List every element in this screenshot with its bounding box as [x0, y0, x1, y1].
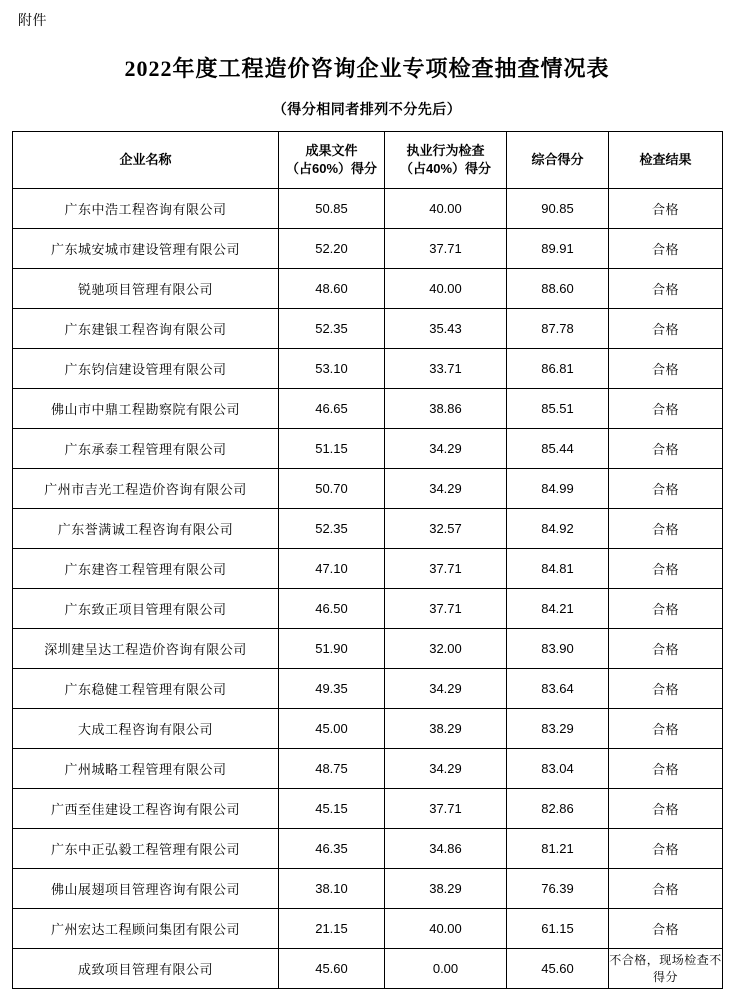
table-header-row — [13, 132, 723, 189]
table-row — [13, 309, 723, 349]
cell-total-score: 84.21 — [507, 589, 609, 629]
column-header-practice-check-line2: （占40%）得分 — [399, 161, 492, 176]
cell-practice-check-score: 37.71 — [385, 229, 507, 269]
table-row — [13, 669, 723, 709]
cell-check-result: 合格 — [609, 469, 723, 509]
cell-result-docs-score: 21.15 — [279, 909, 385, 949]
cell-check-result: 合格 — [609, 509, 723, 549]
cell-result-docs-score: 45.60 — [279, 949, 385, 989]
table-row — [13, 469, 723, 509]
cell-company: 广东钧信建设管理有限公司 — [13, 349, 279, 389]
cell-company: 广东承泰工程管理有限公司 — [13, 429, 279, 469]
cell-total-score: 81.21 — [507, 829, 609, 869]
cell-check-result: 合格 — [609, 349, 723, 389]
cell-total-score: 88.60 — [507, 269, 609, 309]
cell-total-score: 84.99 — [507, 469, 609, 509]
attachment-label: 附件 — [18, 12, 47, 28]
cell-check-result: 合格 — [609, 709, 723, 749]
column-header-total-score — [507, 132, 609, 189]
column-header-company — [13, 132, 279, 189]
column-header-company-line1: 企业名称 — [119, 152, 172, 167]
cell-company: 广州市吉光工程造价咨询有限公司 — [13, 469, 279, 509]
cell-result-docs-score: 48.60 — [279, 269, 385, 309]
cell-result-docs-score: 49.35 — [279, 669, 385, 709]
cell-result-docs-score: 52.35 — [279, 509, 385, 549]
cell-check-result: 合格 — [609, 269, 723, 309]
table-row — [13, 709, 723, 749]
table-row — [13, 549, 723, 589]
table-row — [13, 229, 723, 269]
cell-check-result: 合格 — [609, 629, 723, 669]
table-row — [13, 509, 723, 549]
cell-result-docs-score: 48.75 — [279, 749, 385, 789]
cell-practice-check-score: 40.00 — [385, 189, 507, 229]
table-row — [13, 389, 723, 429]
cell-check-result: 合格 — [609, 389, 723, 429]
page-subtitle: （得分相同者排列不分先后） — [272, 103, 462, 118]
cell-practice-check-score: 34.29 — [385, 429, 507, 469]
cell-total-score: 86.81 — [507, 349, 609, 389]
column-header-total-score-line1: 综合得分 — [531, 152, 584, 167]
cell-practice-check-score: 34.29 — [385, 749, 507, 789]
cell-practice-check-score: 37.71 — [385, 789, 507, 829]
cell-check-result: 合格 — [609, 789, 723, 829]
cell-check-result: 合格 — [609, 429, 723, 469]
cell-company: 锐驰项目管理有限公司 — [13, 269, 279, 309]
cell-practice-check-score: 38.86 — [385, 389, 507, 429]
cell-company: 佛山展翅项目管理咨询有限公司 — [13, 869, 279, 909]
cell-company: 佛山市中鼎工程勘察院有限公司 — [13, 389, 279, 429]
table-row — [13, 189, 723, 229]
column-header-result-docs-line1: 成果文件 — [305, 143, 358, 158]
table-row — [13, 589, 723, 629]
cell-company: 广东建咨工程管理有限公司 — [13, 549, 279, 589]
cell-total-score: 61.15 — [507, 909, 609, 949]
cell-check-result: 合格 — [609, 829, 723, 869]
cell-company: 广州城略工程管理有限公司 — [13, 749, 279, 789]
cell-result-docs-score: 45.15 — [279, 789, 385, 829]
table-header — [13, 132, 723, 189]
cell-total-score: 76.39 — [507, 869, 609, 909]
cell-result-docs-score: 46.65 — [279, 389, 385, 429]
table-row — [13, 949, 723, 989]
inspection-results-table — [12, 131, 723, 989]
table-row — [13, 429, 723, 469]
cell-result-docs-score: 51.90 — [279, 629, 385, 669]
column-header-practice-check — [385, 132, 507, 189]
table-row — [13, 349, 723, 389]
table-row — [13, 629, 723, 669]
column-header-result-docs — [279, 132, 385, 189]
cell-practice-check-score: 32.57 — [385, 509, 507, 549]
cell-company: 广西至佳建设工程咨询有限公司 — [13, 789, 279, 829]
table-body — [13, 189, 723, 989]
cell-result-docs-score: 46.35 — [279, 829, 385, 869]
cell-company: 广东中正弘毅工程管理有限公司 — [13, 829, 279, 869]
cell-company: 广东中浩工程咨询有限公司 — [13, 189, 279, 229]
page-title: 2022年度工程造价咨询企业专项检查抽查情况表 — [124, 56, 610, 81]
table-row — [13, 789, 723, 829]
cell-check-result: 合格 — [609, 749, 723, 789]
cell-practice-check-score: 0.00 — [385, 949, 507, 989]
cell-total-score: 83.64 — [507, 669, 609, 709]
cell-practice-check-score: 38.29 — [385, 869, 507, 909]
column-header-practice-check-line1: 执业行为检查 — [406, 143, 485, 158]
cell-company: 大成工程咨询有限公司 — [13, 709, 279, 749]
cell-practice-check-score: 34.29 — [385, 669, 507, 709]
cell-practice-check-score: 33.71 — [385, 349, 507, 389]
cell-company: 广州宏达工程顾问集团有限公司 — [13, 909, 279, 949]
cell-result-docs-score: 45.00 — [279, 709, 385, 749]
cell-company: 广东致正项目管理有限公司 — [13, 589, 279, 629]
cell-practice-check-score: 32.00 — [385, 629, 507, 669]
cell-total-score: 89.91 — [507, 229, 609, 269]
cell-total-score: 83.29 — [507, 709, 609, 749]
column-header-check-result-line1: 检查结果 — [639, 152, 692, 167]
cell-check-result: 不合格，现场检查不得分 — [609, 949, 723, 989]
cell-total-score: 83.04 — [507, 749, 609, 789]
cell-total-score: 90.85 — [507, 189, 609, 229]
cell-total-score: 83.90 — [507, 629, 609, 669]
cell-practice-check-score: 40.00 — [385, 269, 507, 309]
cell-result-docs-score: 47.10 — [279, 549, 385, 589]
cell-check-result: 合格 — [609, 229, 723, 269]
cell-result-docs-score: 38.10 — [279, 869, 385, 909]
cell-total-score: 84.81 — [507, 549, 609, 589]
cell-check-result: 合格 — [609, 189, 723, 229]
cell-check-result: 合格 — [609, 549, 723, 589]
cell-total-score: 82.86 — [507, 789, 609, 829]
cell-total-score: 45.60 — [507, 949, 609, 989]
cell-company: 广东建银工程咨询有限公司 — [13, 309, 279, 349]
cell-company: 广东稳健工程管理有限公司 — [13, 669, 279, 709]
cell-total-score: 85.51 — [507, 389, 609, 429]
cell-company: 成致项目管理有限公司 — [13, 949, 279, 989]
cell-total-score: 87.78 — [507, 309, 609, 349]
cell-result-docs-score: 51.15 — [279, 429, 385, 469]
cell-result-docs-score: 53.10 — [279, 349, 385, 389]
table-row — [13, 829, 723, 869]
cell-result-docs-score: 50.85 — [279, 189, 385, 229]
cell-total-score: 85.44 — [507, 429, 609, 469]
cell-practice-check-score: 35.43 — [385, 309, 507, 349]
cell-check-result: 合格 — [609, 589, 723, 629]
cell-total-score: 84.92 — [507, 509, 609, 549]
table-row — [13, 269, 723, 309]
cell-result-docs-score: 50.70 — [279, 469, 385, 509]
column-header-result-docs-line2: （占60%）得分 — [285, 161, 378, 176]
cell-check-result: 合格 — [609, 669, 723, 709]
cell-result-docs-score: 52.20 — [279, 229, 385, 269]
cell-result-docs-score: 46.50 — [279, 589, 385, 629]
cell-practice-check-score: 34.29 — [385, 469, 507, 509]
table-row — [13, 869, 723, 909]
cell-practice-check-score: 38.29 — [385, 709, 507, 749]
cell-practice-check-score: 37.71 — [385, 589, 507, 629]
cell-practice-check-score: 37.71 — [385, 549, 507, 589]
column-header-check-result — [609, 132, 723, 189]
cell-check-result: 合格 — [609, 869, 723, 909]
table-row — [13, 749, 723, 789]
cell-company: 广东誉满诚工程咨询有限公司 — [13, 509, 279, 549]
cell-company: 深圳建呈达工程造价咨询有限公司 — [13, 629, 279, 669]
cell-company: 广东城安城市建设管理有限公司 — [13, 229, 279, 269]
cell-result-docs-score: 52.35 — [279, 309, 385, 349]
cell-check-result: 合格 — [609, 309, 723, 349]
cell-practice-check-score: 34.86 — [385, 829, 507, 869]
table-row — [13, 909, 723, 949]
cell-check-result: 合格 — [609, 909, 723, 949]
cell-practice-check-score: 40.00 — [385, 909, 507, 949]
